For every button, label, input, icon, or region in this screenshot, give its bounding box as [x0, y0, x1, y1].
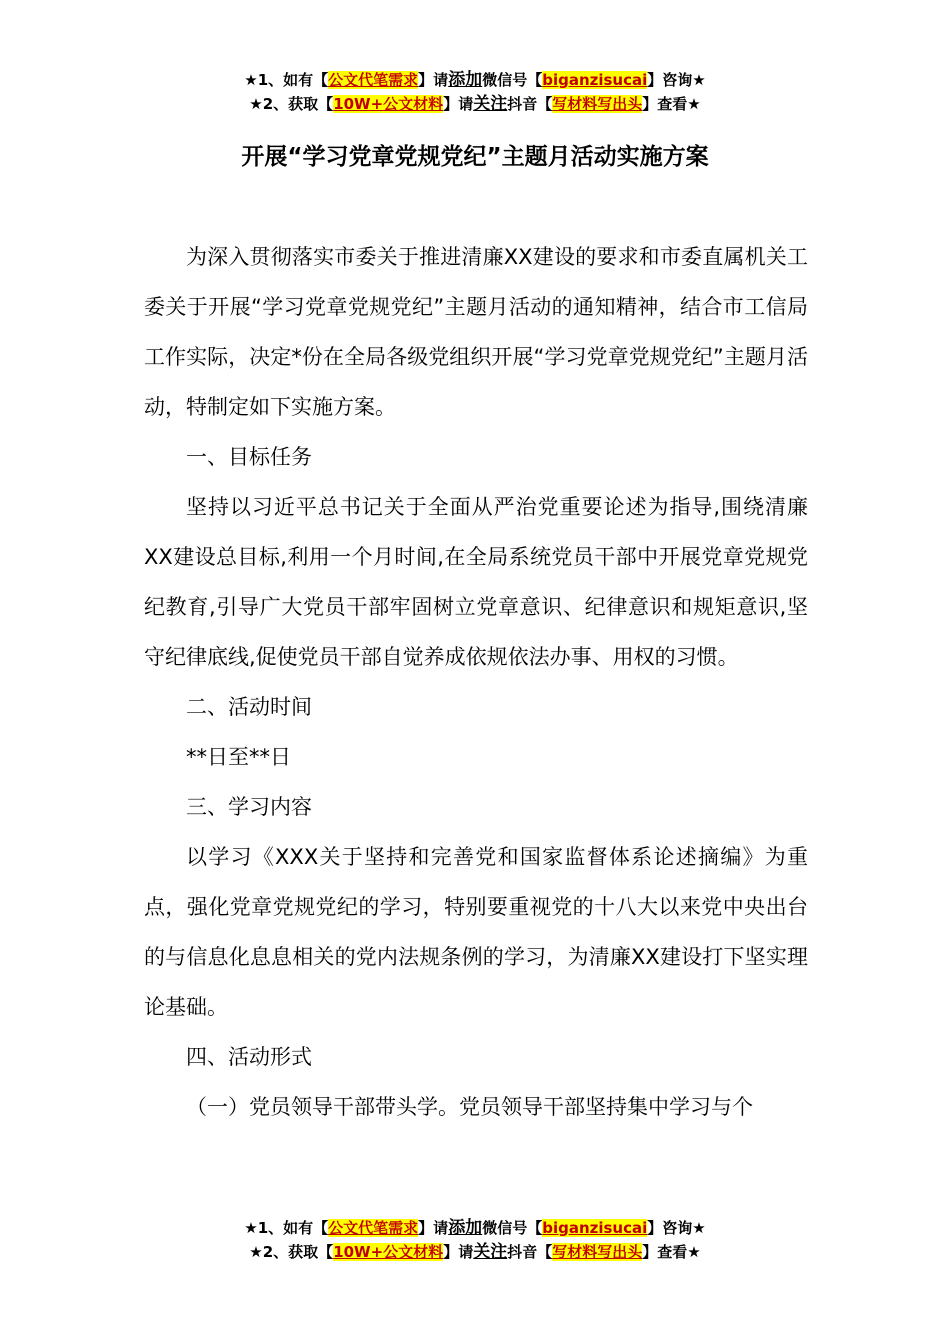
banner-text: 微信号【	[482, 1219, 543, 1237]
banner-text: 】查看★	[642, 1243, 701, 1261]
banner-wechat-id: biganzisucai	[542, 71, 648, 89]
banner-line-2	[0, 1240, 950, 1264]
banner-wechat-id: biganzisucai	[542, 1219, 648, 1237]
banner-text: ★2、获取【	[249, 95, 334, 113]
section-paragraph-3: 以学习《XXX关于坚持和完善党和国家监督体系论述摘编》为重点，强化党章党规党纪的学习，特别要重视党的十八大以来党中央出台的与信息化息息相关的党内法规条例的学习，为清廉XX建设打下坚实理论基础。	[144, 845, 808, 1019]
banner-emphasis: 添加	[448, 70, 483, 90]
banner-text: 微信号【	[482, 71, 543, 89]
banner-text: 】请	[418, 1219, 449, 1237]
banner-highlight: 公文代笔需求	[328, 71, 419, 89]
banner-text: 】咨询★	[647, 71, 706, 89]
banner-line-1	[0, 68, 950, 92]
banner-text: ★1、如有【	[244, 1219, 329, 1237]
document-title: 开展“学习党章党规党纪”主题月活动实施方案	[241, 144, 709, 170]
footer-banner	[0, 1216, 950, 1264]
banner-line-2	[0, 92, 950, 116]
intro-paragraph: 为深入贯彻落实市委关于推进清廉XX建设的要求和市委直属机关工委关于开展“学习党章党规党纪”主题月活动的通知精神，结合市工信局工作实际，决定*份在全局各级党组织开展“学习党章党规党纪”主题月活动，特制定如下实施方案。	[144, 245, 808, 419]
banner-highlight: 公文代笔需求	[328, 1219, 419, 1237]
section-paragraph-2: **日至**日	[186, 745, 291, 769]
banner-text: 】请	[443, 1243, 474, 1261]
section-heading-4: 四、活动形式	[186, 1045, 312, 1069]
banner-highlight: 10W+公文材料	[333, 95, 444, 113]
banner-highlight: 10W+公文材料	[333, 1243, 444, 1261]
section-heading-1: 一、目标任务	[186, 445, 312, 469]
banner-emphasis: 关注	[473, 1242, 508, 1262]
banner-text: ★1、如有【	[244, 71, 329, 89]
banner-text: ★2、获取【	[249, 1243, 334, 1261]
banner-emphasis: 添加	[448, 1218, 483, 1238]
banner-douyin-id: 写材料写出头	[552, 1243, 643, 1261]
banner-emphasis: 关注	[473, 94, 508, 114]
banner-douyin-id: 写材料写出头	[552, 95, 643, 113]
header-banner	[0, 68, 950, 116]
banner-text: 】咨询★	[647, 1219, 706, 1237]
banner-text: 】查看★	[642, 95, 701, 113]
section-heading-2: 二、活动时间	[186, 695, 312, 719]
section-paragraph-1: 坚持以习近平总书记关于全面从严治党重要论述为指导,围绕清廉XX建设总目标,利用一个月时间,在全局系统党员干部中开展党章党规党纪教育,引导广大党员干部牢固树立党章意识、纪律意识和规矩意识,坚守纪律底线,促使党员干部自觉养成依规依法办事、用权的习惯。	[144, 495, 808, 669]
section-heading-3: 三、学习内容	[186, 795, 312, 819]
banner-text: 抖音【	[507, 95, 553, 113]
banner-text: 】请	[443, 95, 474, 113]
section-item-4-1: （一）党员领导干部带头学。党员领导干部坚持集中学习与个	[186, 1095, 753, 1119]
document-body	[144, 232, 808, 1132]
banner-line-1	[0, 1216, 950, 1240]
banner-text: 抖音【	[507, 1243, 553, 1261]
banner-text: 】请	[418, 71, 449, 89]
